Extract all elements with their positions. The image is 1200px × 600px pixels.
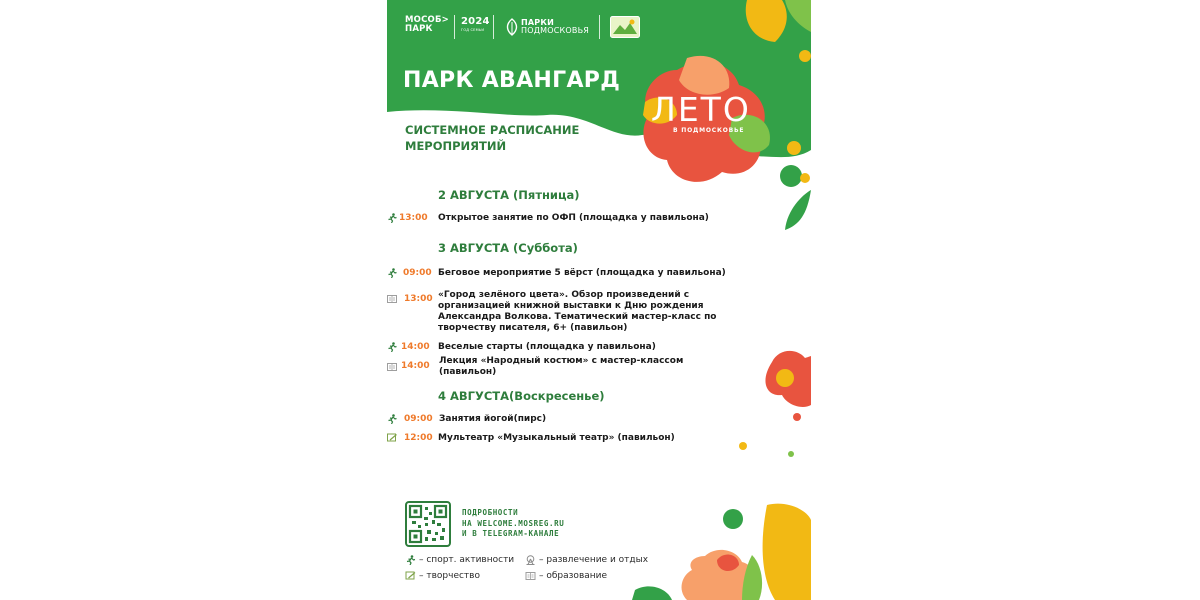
event-description: Веселые старты (площадка у павильона) [438,342,656,352]
day-heading: 4 АВГУСТА(Воскресенье) [438,389,605,403]
event-time: 12:00 [404,433,433,443]
running-person-icon [387,213,397,223]
legend-label: – спорт. активности [419,555,515,565]
event-description: Беговое мероприятие 5 вёрст (площадка у павильона) [438,268,726,278]
parks-podmoskovya-logo [521,19,589,36]
subtitle-line2: МЕРОПРИЯТИЙ [405,138,507,153]
details-info [462,508,564,540]
mosobl-logo-line1: МОСОБ> [405,15,449,25]
summer-badge-word: ЛЕТО [651,90,751,129]
event-time: 14:00 [401,361,430,371]
running-person-icon [387,414,397,424]
palette-icon [387,433,397,443]
palette-icon [405,571,416,581]
year-logo-text: 2024 [461,16,490,27]
schedule-event [387,356,787,380]
legend-label: – образование [539,571,608,581]
schedule-event [387,213,787,229]
running-person-icon [405,555,416,565]
schedule-event [387,290,787,336]
qr-code[interactable] [405,501,451,547]
family-year-logo [461,17,490,32]
page-title: ПАРК АВАНГАРД [403,68,621,93]
event-time: 13:00 [399,213,428,223]
running-person-icon [387,268,397,278]
parks-logo-line1: ПАРКИ [521,18,554,27]
event-description: «Город зелёного цвета». Обзор произведений с организацией книжной выставки к Дню рождения Александра Волкова. Тематический мастер-класс по творчеству писателя, 6+ (павильон) [438,290,717,333]
running-person-icon [387,342,397,352]
mosobl-logo-line2: ПАРК [405,23,433,34]
schedule-subtitle [405,123,665,154]
event-time: 09:00 [403,268,432,278]
year-logo-subtext: ГОД СЕМЬИ [461,27,485,32]
legend-label: – развлечение и отдых [539,555,649,565]
event-description: Мультеатр «Музыкальный театр» (павильон) [438,433,675,443]
event-time: 09:00 [404,414,433,424]
details-website-link[interactable]: НА WELCOME.MOSREG.RU [462,518,565,528]
event-poster [387,0,811,600]
schedule-event [387,433,787,449]
day-heading: 3 АВГУСТА (Суббота) [438,241,578,255]
schedule-event [387,414,787,430]
event-time: 14:00 [401,342,430,352]
region-emblem-icon [610,16,640,38]
day-heading: 2 АВГУСТА (Пятница) [438,188,580,202]
subtitle-line1: СИСТЕМНОЕ РАСПИСАНИЕ [405,123,580,137]
book-icon [387,294,397,304]
legend-label: – творчество [419,571,480,581]
event-time: 13:00 [404,294,433,304]
mosobl-park-logo [405,16,449,34]
details-line1: ПОДРОБНОСТИ [462,508,519,517]
event-description: Открытое занятие по ОФП (площадка у павильона) [438,213,709,223]
book-icon [525,571,536,581]
parks-logo-line2: ПОДМОСКОВЬЯ [521,26,590,36]
book-icon [387,362,397,372]
logo-divider [599,15,600,39]
qr-code-image [407,503,449,545]
event-description: Занятия йогой(пирс) [439,414,547,424]
parks-leaf-icon [505,18,519,36]
logo-divider [493,15,494,39]
details-telegram-line: И В TELEGRAM-КАНАЛЕ [462,529,560,538]
event-description: Лекция «Народный костюм» с мастер-классом (павильон) [439,356,684,377]
logo-divider [454,15,455,39]
schedule-event [387,268,787,284]
summer-badge-sub: В ПОДМОСКОВЬЕ [673,127,745,134]
ferris-wheel-icon [525,555,536,565]
